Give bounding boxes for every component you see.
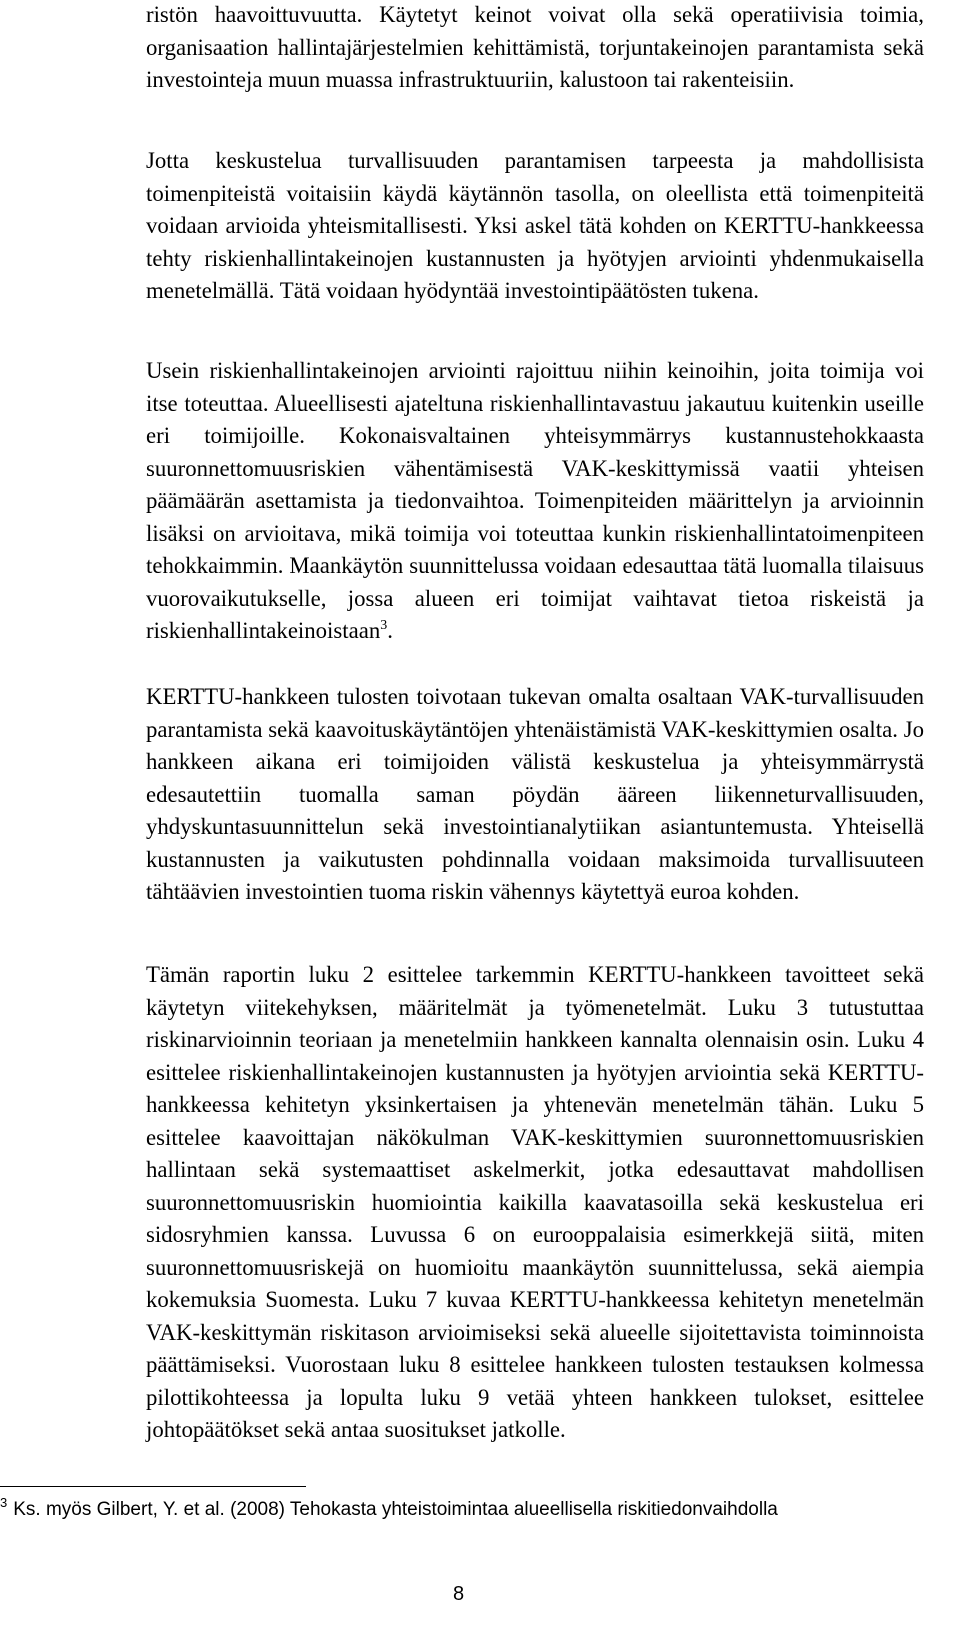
footnote-marker: 3 <box>0 1495 8 1510</box>
paragraph-risk-management-text: Usein riskienhallintakeinojen arviointi rajoittuu niihin keinoihin, joita toimija voi itse toteuttaa. Alueellisesti ajateltuna riskienhallintavastuu jakautuu kuitenkin useille eri toimijoille. Kokonaisvaltainen yhteisymmärrys kustannustehokkaasta suuronnettomuusriskien vähentämisestä VAK-keskittymissä vaatii yhteisen päämäärän asettamista ja tiedonvaihtoa. Toimenpiteiden määrittelyn ja arvioinnin lisäksi on arvioitava, mikä toimija voi toteuttaa kunkin riskienhallintatoimenpiteen tehokkaimmin. Maankäytön suunnittelussa voidaan edesauttaa tätä luomalla tilaisuus vuorovaikutukselle, jossa alueen eri toimijat vaihtavat tietoa riskeistä ja riskienhallintakeinoistaan <box>146 358 924 643</box>
paragraph-project-results: KERTTU-hankkeen tulosten toivotaan tukevan omalta osaltaan VAK-turvallisuuden parantamista sekä kaavoituskäytäntöjen yhtenäistämistä VAK-keskittymien osalta. Jo hankkeen aikana eri toimijoiden välistä keskustelua ja yhteisymmärrystä edesautettiin tuomalla saman pöydän ääreen liikenneturvallisuuden, yhdyskuntasuunnittelun sekä investointianalytiikan asiantuntemusta. Yhteisellä kustannusten ja vaikutusten pohdinnalla voidaan maksimoida turvallisuuteen tähtäävien investointien tuoma riskin vähennys käytettyä euroa kohden. <box>146 684 924 904</box>
footnote-text: Ks. myös Gilbert, Y. et al. (2008) Tehokasta yhteistoimintaa alueellisella riskitiedonvaihdolla <box>13 1499 778 1520</box>
footnote-reference: 3 <box>380 618 388 633</box>
paragraph-continuation: ristön haavoittuvuutta. Käytetyt keinot voivat olla sekä operatiivisia toimia, organisaation hallintajärjestelmien kehittämistä, torjuntakeinojen parantamista sekä investointeja muun muassa infrastruktuuriin, kalustoon tai rakenteisiin. <box>146 2 924 92</box>
paragraph-report-structure: Tämän raportin luku 2 esittelee tarkemmin KERTTU-hankkeen tavoitteet sekä käytetyn viitekehyksen, määritelmät ja työmenetelmät. Luku 3 tutustuttaa riskinarvioinnin teoriaan ja menetelmiin hankkeen kannalta olennaisin osin. Luku 4 esittelee riskienhallintakeinojen kustannusten ja hyötyjen arviointia sekä KERTTU-hankkeessa kehitetyn yksinkertaisen ja yhtenevän menetelmän tähän. Luku 5 esittelee kaavoittajan näkökulman VAK-keskittymien suuronnettomuusriskien hallintaan sekä systemaattiset askelmerkit, jotka edesauttavat mahdollisen suuronnettomuusriskin huomiointia kaikilla kaavatasoilla sekä keskustelua eri sidosryhmien kanssa. Luvussa 6 on eurooppalaisia esimerkkejä siitä, miten suuronnettomuusriskejä on huomioitu maankäytön suunnittelussa, sekä aiempia kokemuksia Suomesta. Luku 7 kuvaa KERTTU-hankkeessa kehitetyn menetelmän VAK-keskittymän riskitason arvioimiseksi sekä alueelle sijoitettavista toiminnoista päättämiseksi. Vuorostaan luku 8 esittelee hankkeen tulosten testauksen kolmessa pilottikohteessa ja lopulta luku 9 vetää yhteen hankkeen tulokset, esittelee johtopäätökset sekä antaa suositukset jatkolle. <box>146 962 924 1442</box>
footnote <box>0 1497 950 1523</box>
page-number: 8 <box>453 1583 465 1605</box>
footnote-separator <box>0 1486 306 1487</box>
paragraph-risk-management-tail: . <box>387 618 393 643</box>
paragraph-discussion: Jotta keskustelua turvallisuuden parantamisen tarpeesta ja mahdollisista toimenpiteistä voitaisiin käydä käytännön tasolla, on oleellista että toimenpiteitä voidaan arvioida yhteismitallisesti. Yksi askel tätä kohden on KERTTU-hankkeessa tehty riskienhallintakeinojen kustannusten ja hyötyjen arviointi yhdenmukaisella menetelmällä. Tätä voidaan hyödyntää investointipäätösten tukena. <box>146 148 924 303</box>
paragraph-risk-management <box>146 355 924 648</box>
